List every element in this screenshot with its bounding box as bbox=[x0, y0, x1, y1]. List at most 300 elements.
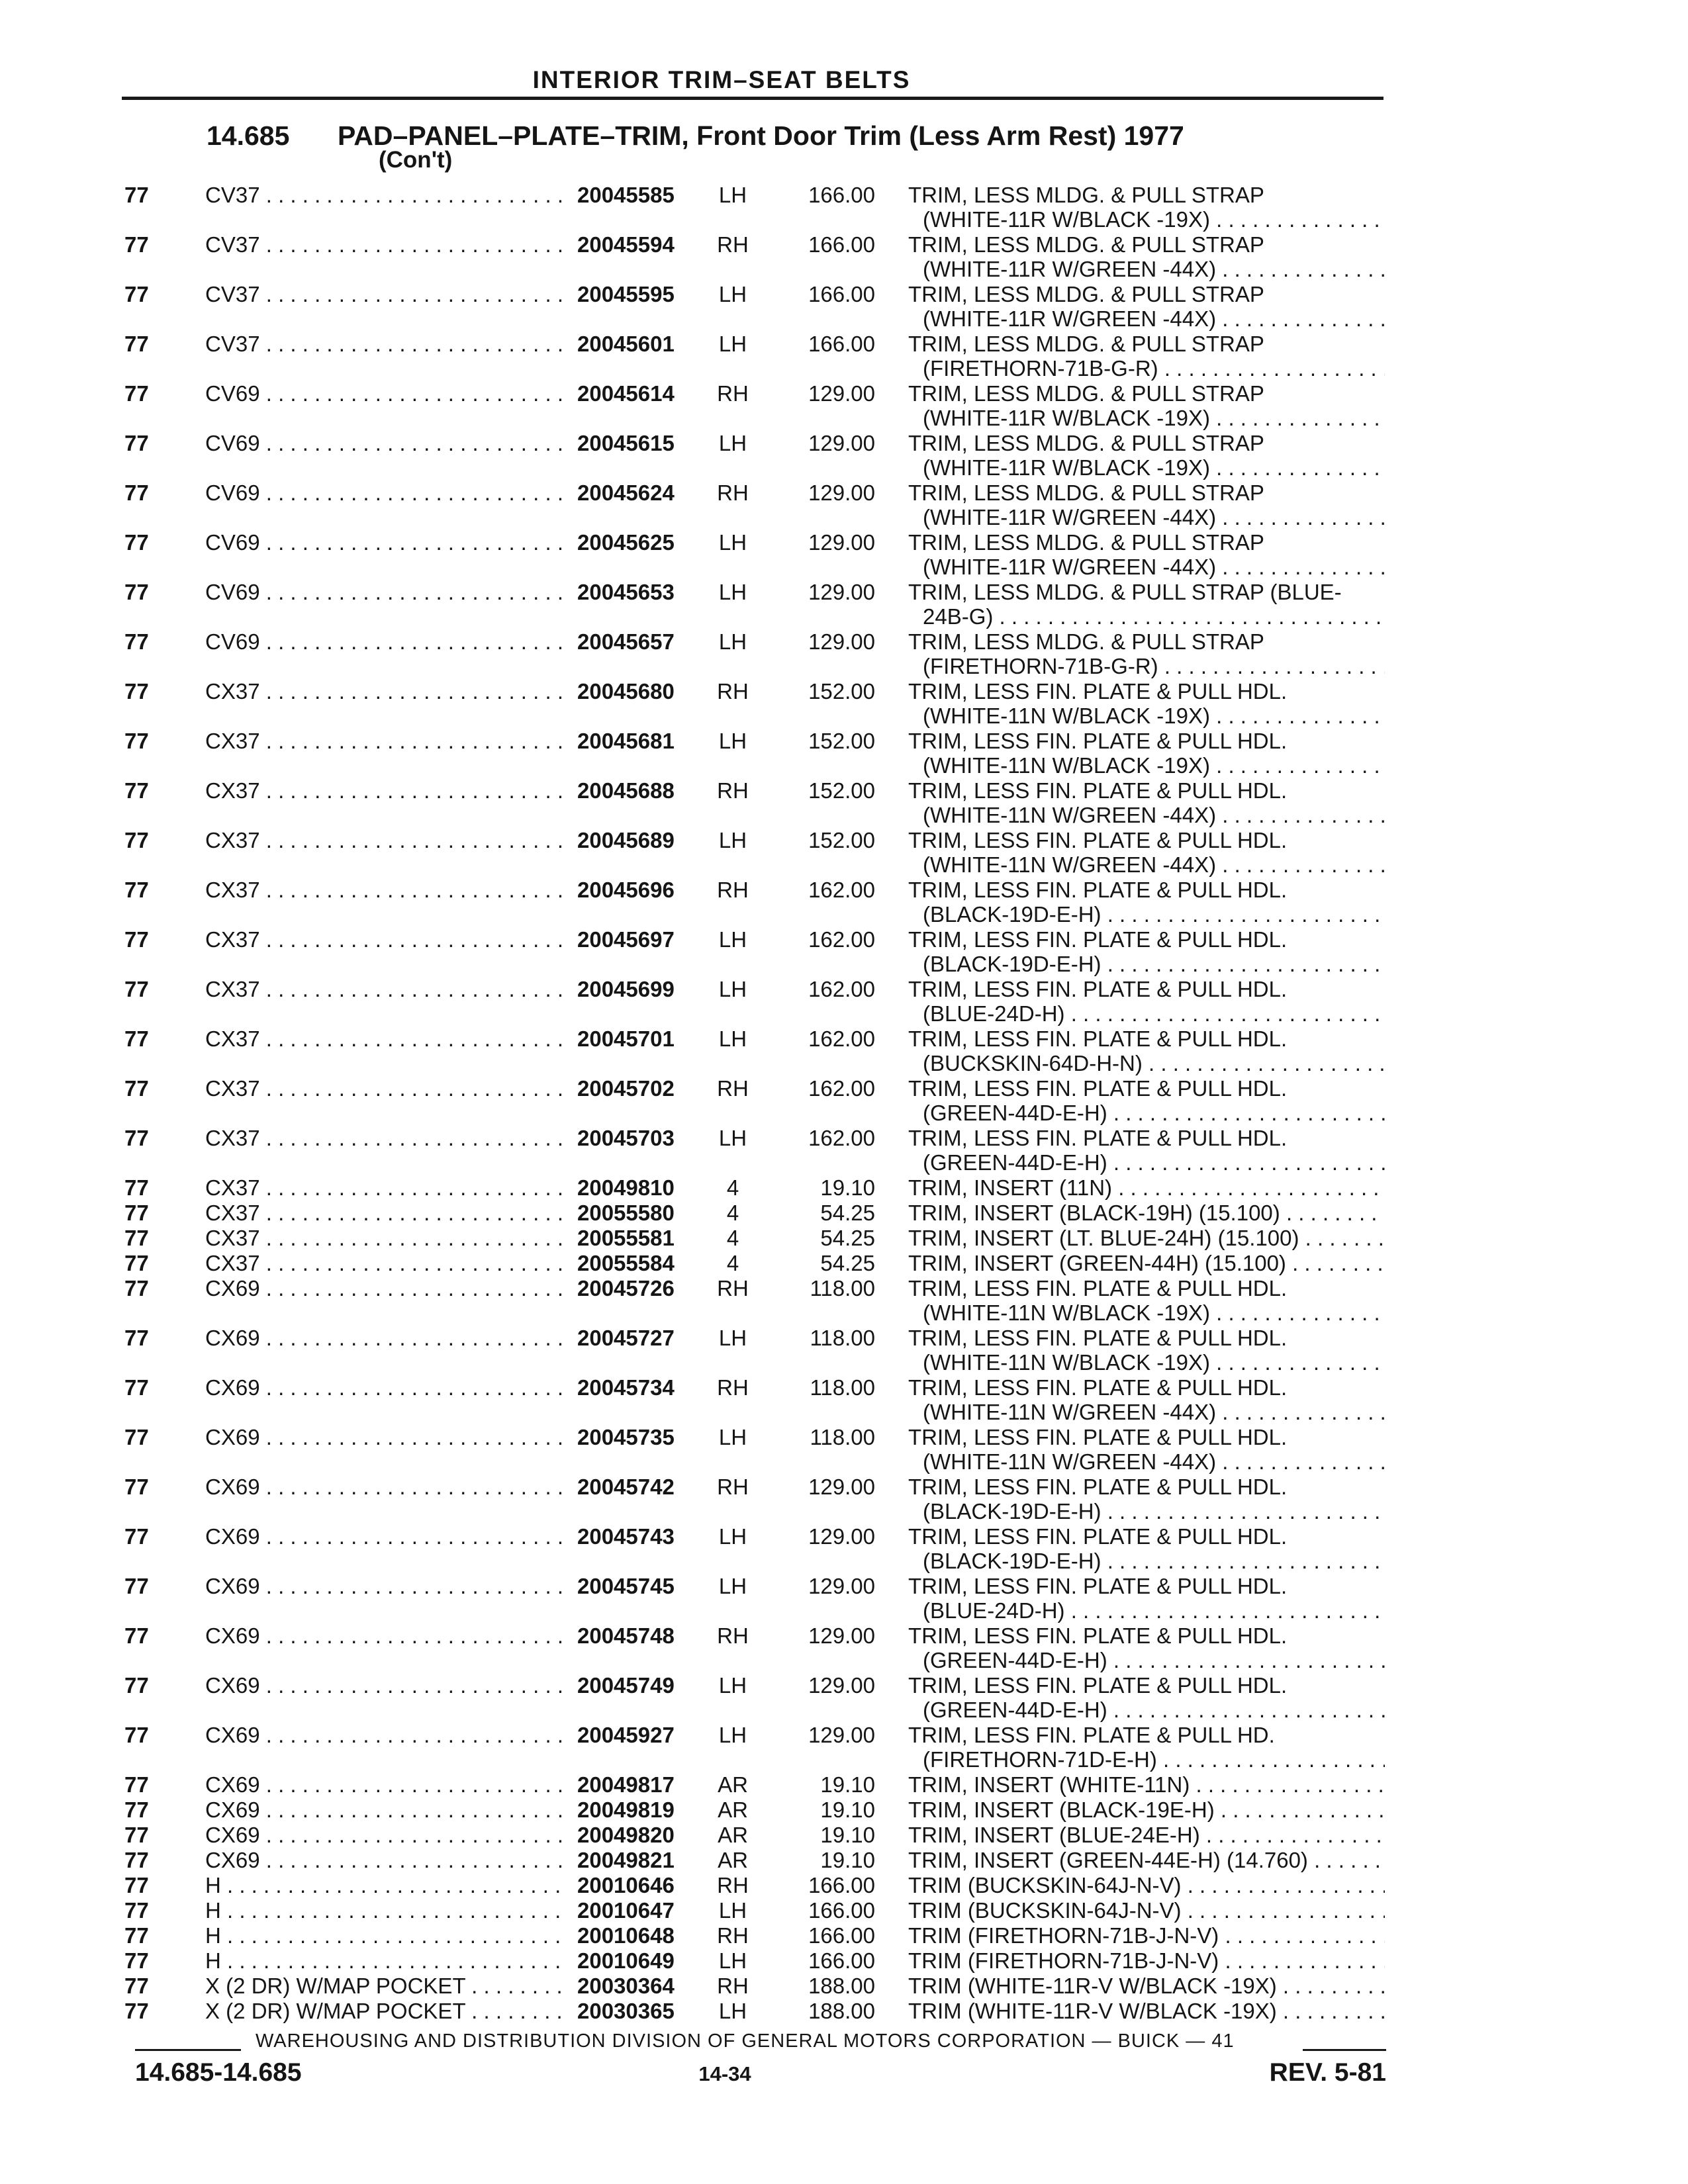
model-cell: CX69 . . . bbox=[205, 1723, 563, 1747]
price-cell: 166.00 bbox=[808, 1898, 875, 1923]
description-continuation: (FIRETHORN-71D-E-H) . . . bbox=[923, 1747, 1385, 1772]
description-continuation: (BLACK-19D-E-H) . . . bbox=[923, 1499, 1385, 1524]
qty-cell: LH bbox=[718, 1673, 747, 1698]
description-continuation: (WHITE-11N W/GREEN -44X) . . . bbox=[923, 1400, 1385, 1424]
table-row bbox=[0, 530, 1688, 580]
year-cell: 77 bbox=[124, 1848, 149, 1872]
price-cell: 162.00 bbox=[808, 878, 875, 902]
qty-cell: 4 bbox=[726, 1226, 739, 1250]
price-cell: 54.25 bbox=[820, 1226, 875, 1250]
qty-cell: LH bbox=[718, 927, 747, 952]
year-cell: 77 bbox=[124, 1999, 149, 2023]
year-cell: 77 bbox=[124, 1723, 149, 1747]
part-number-cell: 20045681 bbox=[577, 729, 675, 753]
description-continuation: (WHITE-11R W/GREEN -44X) . . . bbox=[923, 505, 1385, 529]
qty-cell: LH bbox=[718, 1126, 747, 1150]
description-cell: TRIM (BUCKSKIN-64J-N-V) . . . bbox=[908, 1873, 1385, 1897]
price-cell: 19.10 bbox=[820, 1848, 875, 1872]
price-cell: 166.00 bbox=[808, 183, 875, 207]
part-number-cell: 20055584 bbox=[577, 1251, 675, 1275]
price-cell: 19.10 bbox=[820, 1823, 875, 1847]
price-cell: 129.00 bbox=[808, 580, 875, 604]
model-cell: CX37 . . . bbox=[205, 778, 563, 803]
description-cell: TRIM, INSERT (BLUE-24E-H) . . . bbox=[908, 1823, 1385, 1847]
model-cell: CX69 . . . bbox=[205, 1425, 563, 1449]
qty-cell: RH bbox=[717, 1375, 749, 1400]
description-continuation: (BUCKSKIN-64D-H-N) . . . bbox=[923, 1051, 1385, 1075]
table-row bbox=[0, 1623, 1688, 1673]
qty-cell: LH bbox=[718, 828, 747, 852]
description-cell: TRIM, LESS FIN. PLATE & PULL HDL. bbox=[908, 828, 1288, 852]
year-cell: 77 bbox=[124, 282, 149, 306]
qty-cell: RH bbox=[717, 778, 749, 803]
part-number-cell: 20045697 bbox=[577, 927, 675, 952]
part-number-cell: 20045624 bbox=[577, 480, 675, 505]
part-number-cell: 20045689 bbox=[577, 828, 675, 852]
price-cell: 129.00 bbox=[808, 1623, 875, 1648]
table-row bbox=[0, 1475, 1688, 1524]
year-cell: 77 bbox=[124, 1475, 149, 1499]
year-cell: 77 bbox=[124, 1425, 149, 1449]
price-cell: 129.00 bbox=[808, 431, 875, 455]
model-cell: CX69 . . . bbox=[205, 1623, 563, 1648]
description-cell: TRIM, LESS FIN. PLATE & PULL HDL. bbox=[908, 927, 1288, 952]
year-cell: 77 bbox=[124, 480, 149, 505]
part-number-cell: 20045703 bbox=[577, 1126, 675, 1150]
description-cell: TRIM, LESS FIN. PLATE & PULL HDL. bbox=[908, 1524, 1288, 1549]
price-cell: 162.00 bbox=[808, 1076, 875, 1101]
part-number-cell: 20045734 bbox=[577, 1375, 675, 1400]
qty-cell: LH bbox=[718, 1425, 747, 1449]
qty-cell: RH bbox=[717, 1623, 749, 1648]
footer-rule-left bbox=[135, 2049, 241, 2051]
qty-cell: AR bbox=[718, 1848, 748, 1872]
qty-cell: AR bbox=[718, 1797, 748, 1822]
description-cell: TRIM, LESS MLDG. & PULL STRAP bbox=[908, 629, 1264, 654]
description-cell: TRIM, INSERT (BLACK-19E-H) . . . bbox=[908, 1797, 1385, 1822]
table-row bbox=[0, 232, 1688, 282]
description-continuation: (GREEN-44D-E-H) . . . bbox=[923, 1648, 1385, 1672]
year-cell: 77 bbox=[124, 828, 149, 852]
part-number-cell: 20010648 bbox=[577, 1923, 675, 1948]
price-cell: 129.00 bbox=[808, 1574, 875, 1598]
description-cell: TRIM, LESS MLDG. & PULL STRAP bbox=[908, 282, 1264, 306]
description-continuation: (GREEN-44D-E-H) . . . bbox=[923, 1150, 1385, 1175]
part-number-cell: 20049819 bbox=[577, 1797, 675, 1822]
year-cell: 77 bbox=[124, 629, 149, 654]
price-cell: 129.00 bbox=[808, 629, 875, 654]
price-cell: 162.00 bbox=[808, 1126, 875, 1150]
price-cell: 129.00 bbox=[808, 1524, 875, 1549]
year-cell: 77 bbox=[124, 1251, 149, 1275]
qty-cell: 4 bbox=[726, 1201, 739, 1225]
description-cell: TRIM, LESS FIN. PLATE & PULL HDL. bbox=[908, 1126, 1288, 1150]
price-cell: 118.00 bbox=[810, 1425, 875, 1449]
table-row bbox=[0, 828, 1688, 878]
part-number-cell: 20010646 bbox=[577, 1873, 675, 1897]
model-cell: CV69 . . . bbox=[205, 381, 563, 406]
part-number-cell: 20045927 bbox=[577, 1723, 675, 1747]
part-number-cell: 20049810 bbox=[577, 1175, 675, 1200]
description-cell: TRIM, LESS FIN. PLATE & PULL HDL. bbox=[908, 1574, 1288, 1598]
description-cell: TRIM, INSERT (GREEN-44H) (15.100) . . . bbox=[908, 1251, 1385, 1275]
model-cell: H . . . bbox=[205, 1923, 563, 1948]
description-continuation: 24B-G) . . . bbox=[923, 604, 1385, 629]
part-number-cell: 20045696 bbox=[577, 878, 675, 902]
description-cell: TRIM, LESS MLDG. & PULL STRAP bbox=[908, 431, 1264, 455]
page-header-title: INTERIOR TRIM–SEAT BELTS bbox=[532, 66, 911, 93]
qty-cell: RH bbox=[717, 1974, 749, 1998]
price-cell: 162.00 bbox=[808, 977, 875, 1001]
qty-cell: 4 bbox=[726, 1251, 739, 1275]
year-cell: 77 bbox=[124, 1623, 149, 1648]
part-number-cell: 20049817 bbox=[577, 1772, 675, 1797]
description-cell: TRIM (WHITE-11R-V W/BLACK -19X) . . . bbox=[908, 1974, 1385, 1998]
header-rule bbox=[122, 97, 1383, 100]
description-cell: TRIM (WHITE-11R-V W/BLACK -19X) . . . bbox=[908, 1999, 1385, 2023]
description-cell: TRIM, LESS FIN. PLATE & PULL HDL. bbox=[908, 1673, 1288, 1698]
table-row bbox=[0, 778, 1688, 828]
model-cell: CX69 . . . bbox=[205, 1823, 563, 1847]
model-cell: X (2 DR) W/MAP POCKET . . . bbox=[205, 1999, 563, 2023]
qty-cell: LH bbox=[718, 1326, 747, 1350]
year-cell: 77 bbox=[124, 1201, 149, 1225]
description-continuation: (FIRETHORN-71B-G-R) . . . bbox=[923, 654, 1385, 678]
model-cell: CX37 . . . bbox=[205, 927, 563, 952]
price-cell: 118.00 bbox=[810, 1375, 875, 1400]
part-number-cell: 20010649 bbox=[577, 1948, 675, 1973]
qty-cell: RH bbox=[717, 1873, 749, 1897]
price-cell: 166.00 bbox=[808, 1873, 875, 1897]
price-cell: 166.00 bbox=[808, 1948, 875, 1973]
year-cell: 77 bbox=[124, 1948, 149, 1973]
description-cell: TRIM, LESS MLDG. & PULL STRAP (BLUE- bbox=[908, 580, 1342, 604]
description-continuation: (WHITE-11N W/BLACK -19X) . . . bbox=[923, 1300, 1385, 1325]
qty-cell: LH bbox=[718, 431, 747, 455]
model-cell: CX37 . . . bbox=[205, 878, 563, 902]
footer-page-number: 14-34 bbox=[698, 2062, 751, 2085]
price-cell: 129.00 bbox=[808, 480, 875, 505]
description-cell: TRIM, LESS MLDG. & PULL STRAP bbox=[908, 530, 1264, 555]
table-row bbox=[0, 1326, 1688, 1375]
model-cell: CV69 . . . bbox=[205, 431, 563, 455]
description-cell: TRIM (FIRETHORN-71B-J-N-V) . . . bbox=[908, 1923, 1385, 1948]
part-number-cell: 20030364 bbox=[577, 1974, 675, 1998]
price-cell: 162.00 bbox=[808, 1026, 875, 1051]
description-cell: TRIM, LESS FIN. PLATE & PULL HDL. bbox=[908, 729, 1288, 753]
qty-cell: AR bbox=[718, 1772, 748, 1797]
year-cell: 77 bbox=[124, 679, 149, 704]
part-number-cell: 20045743 bbox=[577, 1524, 675, 1549]
year-cell: 77 bbox=[124, 1923, 149, 1948]
price-cell: 129.00 bbox=[808, 530, 875, 555]
qty-cell: LH bbox=[718, 629, 747, 654]
model-cell: CX37 . . . bbox=[205, 1076, 563, 1101]
price-cell: 152.00 bbox=[808, 729, 875, 753]
qty-cell: RH bbox=[717, 679, 749, 704]
description-continuation: (WHITE-11R W/BLACK -19X) . . . bbox=[923, 406, 1385, 430]
price-cell: 129.00 bbox=[808, 1673, 875, 1698]
description-cell: TRIM, LESS FIN. PLATE & PULL HDL. bbox=[908, 1276, 1288, 1300]
model-cell: CV37 . . . bbox=[205, 282, 563, 306]
part-number-cell: 20045585 bbox=[577, 183, 675, 207]
description-cell: TRIM, LESS FIN. PLATE & PULL HDL. bbox=[908, 1026, 1288, 1051]
price-cell: 129.00 bbox=[808, 1723, 875, 1747]
year-cell: 77 bbox=[124, 1375, 149, 1400]
price-cell: 152.00 bbox=[808, 778, 875, 803]
price-cell: 152.00 bbox=[808, 828, 875, 852]
description-continuation: (WHITE-11R W/GREEN -44X) . . . bbox=[923, 306, 1385, 331]
part-number-cell: 20045742 bbox=[577, 1475, 675, 1499]
section-number: 14.685 bbox=[207, 120, 290, 151]
year-cell: 77 bbox=[124, 977, 149, 1001]
year-cell: 77 bbox=[124, 332, 149, 356]
price-cell: 118.00 bbox=[810, 1326, 875, 1350]
part-number-cell: 20045699 bbox=[577, 977, 675, 1001]
section-title: PAD–PANEL–PLATE–TRIM, Front Door Trim (Less Arm Rest) 1977 bbox=[338, 120, 1184, 151]
description-cell: TRIM, INSERT (11N) . . . bbox=[908, 1175, 1385, 1200]
year-cell: 77 bbox=[124, 1974, 149, 1998]
qty-cell: RH bbox=[717, 480, 749, 505]
description-cell: TRIM, LESS FIN. PLATE & PULL HDL. bbox=[908, 878, 1288, 902]
year-cell: 77 bbox=[124, 778, 149, 803]
model-cell: CX37 . . . bbox=[205, 1126, 563, 1150]
table-row bbox=[0, 1673, 1688, 1723]
description-continuation: (BLACK-19D-E-H) . . . bbox=[923, 902, 1385, 927]
description-cell: TRIM (FIRETHORN-71B-J-N-V) . . . bbox=[908, 1948, 1385, 1973]
description-continuation: (WHITE-11R W/BLACK -19X) . . . bbox=[923, 455, 1385, 480]
qty-cell: LH bbox=[718, 1723, 747, 1747]
qty-cell: RH bbox=[717, 381, 749, 406]
description-cell: TRIM, LESS FIN. PLATE & PULL HDL. bbox=[908, 977, 1288, 1001]
footer-range: 14.685-14.685 bbox=[135, 2058, 302, 2087]
description-cell: TRIM, LESS MLDG. & PULL STRAP bbox=[908, 332, 1264, 356]
description-continuation: (WHITE-11R W/GREEN -44X) . . . bbox=[923, 257, 1385, 281]
description-cell: TRIM, LESS FIN. PLATE & PULL HDL. bbox=[908, 679, 1288, 704]
qty-cell: AR bbox=[718, 1823, 748, 1847]
price-cell: 166.00 bbox=[808, 332, 875, 356]
part-number-cell: 20045614 bbox=[577, 381, 675, 406]
qty-cell: LH bbox=[718, 1948, 747, 1973]
qty-cell: LH bbox=[718, 183, 747, 207]
footer-division-text: WAREHOUSING AND DISTRIBUTION DIVISION OF GENERAL MOTORS CORPORATION — BUICK — 41 bbox=[256, 2030, 1235, 2052]
description-continuation: (BLACK-19D-E-H) . . . bbox=[923, 952, 1385, 976]
year-cell: 77 bbox=[124, 580, 149, 604]
part-number-cell: 20045653 bbox=[577, 580, 675, 604]
model-cell: CX37 . . . bbox=[205, 1251, 563, 1275]
qty-cell: LH bbox=[718, 530, 747, 555]
description-continuation: (BLACK-19D-E-H) . . . bbox=[923, 1549, 1385, 1573]
description-continuation: (BLUE-24D-H) . . . bbox=[923, 1598, 1385, 1623]
part-number-cell: 20045702 bbox=[577, 1076, 675, 1101]
description-cell: TRIM, LESS FIN. PLATE & PULL HDL. bbox=[908, 1375, 1288, 1400]
part-number-cell: 20049821 bbox=[577, 1848, 675, 1872]
description-cell: TRIM, LESS FIN. PLATE & PULL HDL. bbox=[908, 1076, 1288, 1101]
year-cell: 77 bbox=[124, 1524, 149, 1549]
table-row bbox=[0, 1276, 1688, 1326]
table-row bbox=[0, 1026, 1688, 1076]
qty-cell: LH bbox=[718, 977, 747, 1001]
price-cell: 19.10 bbox=[820, 1797, 875, 1822]
year-cell: 77 bbox=[124, 1673, 149, 1698]
model-cell: CV37 . . . bbox=[205, 183, 563, 207]
year-cell: 77 bbox=[124, 1276, 149, 1300]
description-continuation: (WHITE-11R W/BLACK -19X) . . . bbox=[923, 207, 1385, 232]
table-row bbox=[0, 1375, 1688, 1425]
part-number-cell: 20045657 bbox=[577, 629, 675, 654]
table-row bbox=[0, 1425, 1688, 1475]
qty-cell: LH bbox=[718, 1524, 747, 1549]
model-cell: CX37 . . . bbox=[205, 1201, 563, 1225]
model-cell: CX37 . . . bbox=[205, 729, 563, 753]
part-number-cell: 20045688 bbox=[577, 778, 675, 803]
qty-cell: LH bbox=[718, 1574, 747, 1598]
description-continuation: (GREEN-44D-E-H) . . . bbox=[923, 1101, 1385, 1125]
description-cell: TRIM, LESS MLDG. & PULL STRAP bbox=[908, 183, 1264, 207]
description-cell: TRIM, LESS MLDG. & PULL STRAP bbox=[908, 480, 1264, 505]
part-number-cell: 20045595 bbox=[577, 282, 675, 306]
section-subtitle: (Con't) bbox=[379, 147, 453, 173]
price-cell: 188.00 bbox=[808, 1974, 875, 1998]
description-cell: TRIM, INSERT (BLACK-19H) (15.100) . . . bbox=[908, 1201, 1385, 1225]
model-cell: CX37 . . . bbox=[205, 828, 563, 852]
part-number-cell: 20045680 bbox=[577, 679, 675, 704]
qty-cell: LH bbox=[718, 729, 747, 753]
year-cell: 77 bbox=[124, 927, 149, 952]
table-row bbox=[0, 679, 1688, 729]
table-row bbox=[0, 1524, 1688, 1574]
part-number-cell: 20045601 bbox=[577, 332, 675, 356]
model-cell: H . . . bbox=[205, 1948, 563, 1973]
year-cell: 77 bbox=[124, 530, 149, 555]
qty-cell: RH bbox=[717, 1276, 749, 1300]
part-number-cell: 20045748 bbox=[577, 1623, 675, 1648]
model-cell: H . . . bbox=[205, 1898, 563, 1923]
table-row bbox=[0, 183, 1688, 232]
year-cell: 77 bbox=[124, 878, 149, 902]
model-cell: H . . . bbox=[205, 1873, 563, 1897]
table-row bbox=[0, 1574, 1688, 1623]
year-cell: 77 bbox=[124, 1823, 149, 1847]
description-continuation: (WHITE-11R W/GREEN -44X) . . . bbox=[923, 555, 1385, 579]
part-number-cell: 20045701 bbox=[577, 1026, 675, 1051]
price-cell: 162.00 bbox=[808, 927, 875, 952]
description-cell: TRIM, LESS MLDG. & PULL STRAP bbox=[908, 381, 1264, 406]
description-continuation: (WHITE-11N W/GREEN -44X) . . . bbox=[923, 852, 1385, 877]
year-cell: 77 bbox=[124, 1873, 149, 1897]
part-number-cell: 20045615 bbox=[577, 431, 675, 455]
part-number-cell: 20030365 bbox=[577, 1999, 675, 2023]
model-cell: CV69 . . . bbox=[205, 580, 563, 604]
description-cell: TRIM, LESS FIN. PLATE & PULL HDL. bbox=[908, 1326, 1288, 1350]
year-cell: 77 bbox=[124, 1076, 149, 1101]
price-cell: 188.00 bbox=[808, 1999, 875, 2023]
table-row bbox=[0, 1723, 1688, 1772]
year-cell: 77 bbox=[124, 1326, 149, 1350]
description-cell: TRIM, LESS MLDG. & PULL STRAP bbox=[908, 232, 1264, 257]
qty-cell: LH bbox=[718, 1026, 747, 1051]
description-continuation: (WHITE-11N W/GREEN -44X) . . . bbox=[923, 1449, 1385, 1474]
model-cell: CX37 . . . bbox=[205, 1226, 563, 1250]
year-cell: 77 bbox=[124, 1226, 149, 1250]
qty-cell: LH bbox=[718, 332, 747, 356]
table-row bbox=[0, 1126, 1688, 1175]
qty-cell: LH bbox=[718, 1898, 747, 1923]
footer-revision: REV. 5-81 bbox=[1269, 2058, 1386, 2087]
qty-cell: LH bbox=[718, 580, 747, 604]
qty-cell: RH bbox=[717, 1475, 749, 1499]
qty-cell: LH bbox=[718, 282, 747, 306]
qty-cell: RH bbox=[717, 1076, 749, 1101]
table-row bbox=[0, 381, 1688, 431]
table-row bbox=[0, 1076, 1688, 1126]
description-continuation: (BLUE-24D-H) . . . bbox=[923, 1001, 1385, 1026]
qty-cell: 4 bbox=[726, 1175, 739, 1200]
part-number-cell: 20045745 bbox=[577, 1574, 675, 1598]
table-row bbox=[0, 480, 1688, 530]
price-cell: 54.25 bbox=[820, 1251, 875, 1275]
year-cell: 77 bbox=[124, 1898, 149, 1923]
description-cell: TRIM, INSERT (LT. BLUE-24H) (15.100) . . . bbox=[908, 1226, 1385, 1250]
table-row bbox=[0, 977, 1688, 1026]
part-number-cell: 20045749 bbox=[577, 1673, 675, 1698]
model-cell: CX69 . . . bbox=[205, 1524, 563, 1549]
qty-cell: RH bbox=[717, 878, 749, 902]
model-cell: CX37 . . . bbox=[205, 1026, 563, 1051]
model-cell: CX69 . . . bbox=[205, 1673, 563, 1698]
year-cell: 77 bbox=[124, 1574, 149, 1598]
part-number-cell: 20045735 bbox=[577, 1425, 675, 1449]
table-row bbox=[0, 282, 1688, 332]
description-cell: TRIM, INSERT (WHITE-11N) . . . bbox=[908, 1772, 1385, 1797]
part-number-cell: 20045727 bbox=[577, 1326, 675, 1350]
price-cell: 19.10 bbox=[820, 1772, 875, 1797]
description-continuation: (FIRETHORN-71B-G-R) . . . bbox=[923, 356, 1385, 381]
model-cell: CX69 . . . bbox=[205, 1772, 563, 1797]
part-number-cell: 20045726 bbox=[577, 1276, 675, 1300]
year-cell: 77 bbox=[124, 431, 149, 455]
model-cell: CX69 . . . bbox=[205, 1475, 563, 1499]
description-cell: TRIM, INSERT (GREEN-44E-H) (14.760) . . . bbox=[908, 1848, 1385, 1872]
year-cell: 77 bbox=[124, 1175, 149, 1200]
description-continuation: (WHITE-11N W/GREEN -44X) . . . bbox=[923, 803, 1385, 827]
description-cell: TRIM, LESS FIN. PLATE & PULL HD. bbox=[908, 1723, 1275, 1747]
model-cell: CX37 . . . bbox=[205, 1175, 563, 1200]
model-cell: CV37 . . . bbox=[205, 332, 563, 356]
qty-cell: RH bbox=[717, 232, 749, 257]
model-cell: X (2 DR) W/MAP POCKET . . . bbox=[205, 1974, 563, 1998]
table-row bbox=[0, 431, 1688, 480]
model-cell: CX37 . . . bbox=[205, 977, 563, 1001]
qty-cell: RH bbox=[717, 1923, 749, 1948]
description-cell: TRIM (BUCKSKIN-64J-N-V) . . . bbox=[908, 1898, 1385, 1923]
part-number-cell: 20045625 bbox=[577, 530, 675, 555]
table-row bbox=[0, 927, 1688, 977]
qty-cell: LH bbox=[718, 1999, 747, 2023]
table-row bbox=[0, 332, 1688, 381]
table-row bbox=[0, 580, 1688, 629]
description-cell: TRIM, LESS FIN. PLATE & PULL HDL. bbox=[908, 778, 1288, 803]
model-cell: CX69 . . . bbox=[205, 1797, 563, 1822]
model-cell: CX69 . . . bbox=[205, 1848, 563, 1872]
year-cell: 77 bbox=[124, 1772, 149, 1797]
part-number-cell: 20045594 bbox=[577, 232, 675, 257]
price-cell: 166.00 bbox=[808, 232, 875, 257]
description-continuation: (GREEN-44D-E-H) . . . bbox=[923, 1698, 1385, 1722]
price-cell: 129.00 bbox=[808, 1475, 875, 1499]
price-cell: 166.00 bbox=[808, 282, 875, 306]
model-cell: CX69 . . . bbox=[205, 1326, 563, 1350]
